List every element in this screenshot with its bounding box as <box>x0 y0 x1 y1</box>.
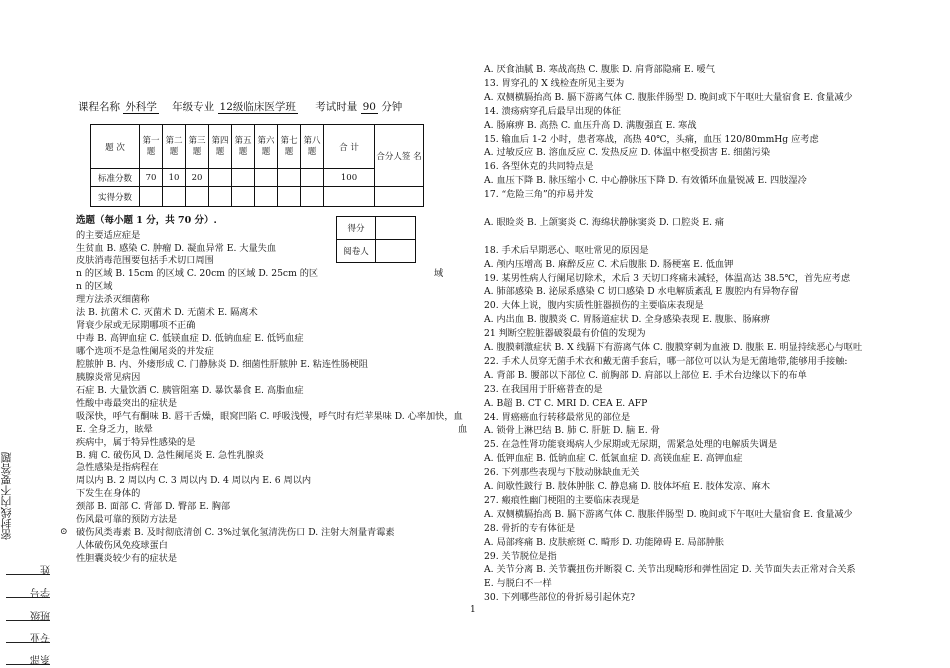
actual-cell <box>278 187 301 207</box>
left-question-line: 哪个选项不是急性阑尾炎的并发症 <box>76 346 214 357</box>
left-question-line: 下发生在身体的 <box>76 488 141 499</box>
std-3: 20 <box>186 169 209 187</box>
section-title: 选题（每小题 1 分，共 70 分）. <box>76 215 217 226</box>
left-partial: 血 <box>458 424 468 435</box>
col-5: 第五题 <box>232 125 255 169</box>
right-question-line: 22. 手术人员穿无菌手术衣和戴无菌手套后，哪一部位可以认为是无菌地带,能够用手接触: <box>484 355 848 367</box>
left-question-line: 法 B. 抗菌术 C. 灭菌术 D. 无菌术 E. 隔离术 <box>76 307 258 318</box>
left-question-line: 肾衰少尿或无尿期哪项不正确 <box>76 320 196 331</box>
col-6: 第六题 <box>255 125 278 169</box>
actual-cell <box>186 187 209 207</box>
right-question-line: 20. 大体上说，腹内实质性脏器损伤的主要临床表现是 <box>484 300 704 312</box>
right-question-line: 18. 手术后早期恶心、呕吐常见的原因是 <box>484 244 649 256</box>
std-total: 100 <box>324 169 375 187</box>
right-question-line: 26. 下列那些表现与下肢动脉缺血无关 <box>484 467 640 479</box>
std-2: 10 <box>163 169 186 187</box>
right-question-line: 14. 溃疡病穿孔后最早出现的体征 <box>484 105 621 117</box>
left-question-line: 急性感染是指病程在 <box>76 462 159 473</box>
right-question-line: A. 背部 B. 腰部以下部位 C. 前胸部 D. 肩部以上部位 E. 手术台边缘以下的布单 <box>484 369 807 381</box>
grader-box <box>336 216 416 263</box>
left-question-line: 性酸中毒最突出的症状是 <box>76 398 178 409</box>
side-label: 专业 <box>6 630 50 643</box>
side-label: 系部 <box>6 652 50 665</box>
time-label: 考试时量 <box>315 101 358 113</box>
exam-header <box>78 99 402 114</box>
right-question-line: A. 眼睑炎 B. 上颌窦炎 C. 海绵状静脉窦炎 D. 口腔炎 E. 痛 <box>484 216 725 228</box>
left-question-line: 理方法杀灭细菌称 <box>76 294 150 305</box>
actual-cell <box>163 187 186 207</box>
seal-line-note: 密封线内不要答题 <box>0 452 13 540</box>
left-question-line: 胰腺炎常见病因 <box>76 372 141 383</box>
std-7 <box>278 169 301 187</box>
left-question-line: n 的区域 <box>76 281 113 292</box>
right-question-line: 28. 骨折的专有体征是 <box>484 522 576 534</box>
left-question-line: 生贫血 B. 感染 C. 肿瘤 D. 凝血异常 E. 大量失血 <box>76 243 277 254</box>
actual-cell <box>209 187 232 207</box>
side-label: 班级 <box>6 608 50 621</box>
right-question-line: A. 关节分离 B. 关节囊扭伤并断裂 C. 关节出现畸形和弹性固定 D. 关节面失去正常对合关系 <box>484 564 856 576</box>
right-question-line: A. 肺部感染 B. 泌尿系感染 C 切口感染 D 水电解质紊乱 E 腹腔内有异物存留 <box>484 286 799 298</box>
right-question-line: A. 颅内压增高 B. 麻醉反应 C. 术后腹胀 D. 肠梗塞 E. 低血钾 <box>484 258 734 270</box>
time-value: 90 <box>362 101 376 113</box>
col-2: 第二题 <box>163 125 186 169</box>
right-question-line: A. 厌食油腻 B. 寒战高热 C. 腹胀 D. 肩背部隐痛 E. 嗳气 <box>484 64 715 75</box>
right-question-line: A. 血压下降 B. 脉压缩小 C. 中心静脉压下降 D. 有效循环血量锐减 E. 四肢湿冷 <box>484 175 807 187</box>
left-question-line: 伤风最可靠的预防方法是 <box>76 514 178 525</box>
total-label: 合 计 <box>324 125 375 169</box>
std-label: 标准分数 <box>91 169 140 187</box>
side-label: 学号 <box>6 585 50 598</box>
col-8: 第八题 <box>301 125 324 169</box>
left-question-line: 疾病中，属于特异性感染的是 <box>76 437 196 448</box>
left-question-line: 颈部 B. 面部 C. 背部 D. 臀部 E. 胸部 <box>76 501 231 512</box>
std-1: 70 <box>140 169 163 187</box>
right-question-line: A. 局部疼痛 B. 皮肤瘀斑 C. 畸形 D. 功能障碍 E. 局部肿胀 <box>484 536 725 548</box>
grade-value: 12级临床医学班 <box>219 101 296 113</box>
right-question-line: A. B超 B. CT C. MRI D. CEA E. AFP <box>484 397 648 409</box>
time-unit: 分钟 <box>381 101 403 113</box>
left-question-line: 的主要适应症是 <box>76 230 141 241</box>
actual-cell <box>375 187 424 207</box>
right-question-line: A. 低钾血症 B. 低钠血症 C. 低氯血症 D. 高镁血症 E. 高钾血症 <box>484 453 743 465</box>
right-question-line: 15. 输血后 1-2 小时，患者寒战，高热 40℃，头痛，血压 120/80mmHg 应考虑 <box>484 133 819 145</box>
actual-cell <box>232 187 255 207</box>
std-8 <box>301 169 324 187</box>
actual-cell <box>324 187 375 207</box>
std-4 <box>209 169 232 187</box>
grade-label: 年级专业 <box>172 101 215 113</box>
grader-label: 阅卷人 <box>337 240 376 263</box>
right-question-line: 29. 关节脱位是指 <box>484 550 557 562</box>
right-question-line: A. 锁骨上淋巴结 B. 肺 C. 肝脏 D. 脑 E. 骨 <box>484 425 660 437</box>
course-label: 课程名称 <box>78 101 120 113</box>
col-1: 第一题 <box>140 125 163 169</box>
right-question-line: 23. 在我国用于肝癌普查的是 <box>484 383 603 395</box>
grader-name-cell <box>376 240 416 263</box>
actual-label: 实得分数 <box>91 187 140 207</box>
actual-cell <box>140 187 163 207</box>
right-question-line: A. 双侧横膈抬高 B. 膈下游离气体 C. 腹胀伴肠型 D. 晚间或下午呕吐大量宿食 E. 食量减少 <box>484 508 853 520</box>
row-label-col: 题 次 <box>91 125 140 169</box>
right-question-line: 17. “危险三角”的疖易并发 <box>484 189 594 201</box>
left-question-line: 中毒 B. 高钾血症 C. 低镁血症 D. 低钠血症 E. 低钙血症 <box>76 333 304 344</box>
left-question-line: 皮肤消毒范围要包括手术切口周围 <box>76 255 214 266</box>
actual-cell <box>301 187 324 207</box>
left-partial: 域 <box>434 268 444 279</box>
grader-score-cell <box>376 217 416 240</box>
signer-label: 合分人签 名 <box>375 125 424 187</box>
right-question-line: 16. 各型休克的共同特点是 <box>484 161 594 173</box>
left-question-line: n 的区域 B. 15cm 的区域 C. 20cm 的区域 D. 25cm 的区 <box>76 268 319 279</box>
score-table <box>90 124 424 207</box>
left-question-line: 吸深快，呼气有酮味 B. 唇干舌燥，眼窝凹陷 C. 呼吸浅慢，呼气时有烂苹果味 D. 心率加快，血 <box>76 411 463 422</box>
left-question-line: 周以内 B. 2 周以内 C. 3 周以内 D. 4 周以内 E. 6 周以内 <box>76 475 312 486</box>
left-question-line: 性胆囊炎较少有的症状是 <box>76 553 178 564</box>
actual-cell <box>255 187 278 207</box>
right-question-line: 19. 某男性病人行阑尾切除术，术后 3 天切口疼痛未减轻，体温高达 38.5℃，首先应考虑 <box>484 272 851 284</box>
right-question-line: A. 内出血 B. 腹膜炎 C. 胃肠道症状 D. 全身感染表现 E. 腹胀、肠麻痹 <box>484 314 771 326</box>
left-question-line: E. 全身乏力，眩晕 <box>76 424 153 435</box>
right-question-line: A. 腹膜刺激症状 B. X 线膈下有游离气体 C. 腹膜穿刺为血液 D. 腹胀 E. 明显持续恶心与呕吐 <box>484 342 863 353</box>
seal-circle-icon: ⊙ <box>60 527 68 537</box>
std-6 <box>255 169 278 187</box>
left-question-line: 人体破伤风免疫球蛋白 <box>76 540 168 551</box>
left-question-line: 破伤风类毒素 B. 及时彻底清创 C. 3%过氧化氢清洗伤口 D. 注射大剂量青霉素 <box>76 527 395 538</box>
right-question-line: 24. 胃癌癌血行转移最常见的部位是 <box>484 411 631 423</box>
right-question-line: A. 过敏反应 B. 溶血反应 C. 发热反应 D. 体温中枢受损害 E. 细菌污染 <box>484 147 771 159</box>
right-question-line: 21 判断空腔脏器破裂最有价值的发现为 <box>484 328 646 340</box>
left-question-line: B. 痈 C. 破伤风 D. 急性阑尾炎 E. 急性乳腺炎 <box>76 450 264 461</box>
right-question-line: 25. 在急性肾功能衰竭病人少尿期或无尿期，需紧急处理的电解质失调是 <box>484 439 778 451</box>
grader-score-label: 得分 <box>337 217 376 240</box>
left-question-line: 石症 B. 大量饮酒 C. 胰管阻塞 D. 暴饮暴食 E. 高脂血症 <box>76 385 304 396</box>
left-question-line: 腔脓肿 B. 内、外瘘形成 C. 门静脉炎 D. 细菌性肝脓肿 E. 粘连性肠梗阻 <box>76 359 368 370</box>
right-question-line: 30. 下列哪些部位的骨折易引起休克? <box>484 592 636 604</box>
right-question-line: A. 间歇性跛行 B. 肢体肿胀 C. 静息痛 D. 肢体坏疽 E. 肢体发凉、麻木 <box>484 481 771 492</box>
right-question-line: 13. 胃穿孔的 X 线检查所见主要为 <box>484 77 625 89</box>
right-question-line: 27. 瘢痕性幽门梗阻的主要临床表现是 <box>484 494 640 506</box>
course-value: 外科学 <box>125 101 157 113</box>
col-7: 第七题 <box>278 125 301 169</box>
side-label: 姓 <box>6 562 50 575</box>
page-number: 1 <box>470 605 476 615</box>
right-question-line: A. 双侧横膈抬高 B. 膈下游离气体 C. 腹胀伴肠型 D. 晚间或下午呕吐大量宿食 E. 食量减少 <box>484 91 853 103</box>
col-4: 第四题 <box>209 125 232 169</box>
right-question-line: A. 肠麻痹 B. 高热 C. 血压升高 D. 满腹强直 E. 寒战 <box>484 119 697 131</box>
right-question-line: E. 与脱臼不一样 <box>484 578 552 590</box>
col-3: 第三题 <box>186 125 209 169</box>
std-5 <box>232 169 255 187</box>
